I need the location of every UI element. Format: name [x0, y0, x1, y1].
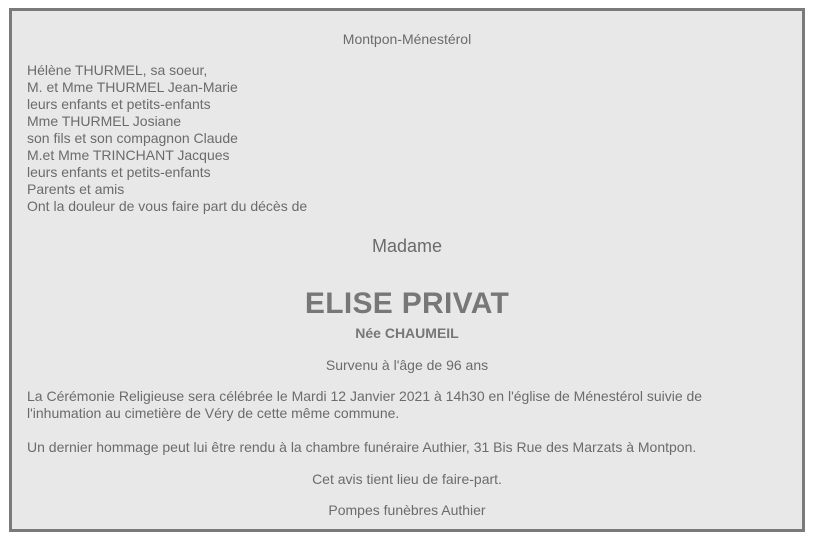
ceremony-text: La Cérémonie Religieuse sera célébrée le Mardi 12 Janvier 2021 à 14h30 en l'église de Ménestérol suivie de l'inhumation au cimetière de Véry de cette même commune.	[27, 388, 703, 421]
obituary-notice	[9, 8, 805, 532]
family-line: Hélène THURMEL, sa soeur,	[27, 62, 208, 78]
family-line: M.et Mme TRINCHANT Jacques	[27, 147, 230, 163]
tribute-text: Un dernier hommage peut lui être rendu à la chambre funéraire Authier, 31 Bis Rue des Marzats à Montpon.	[27, 439, 697, 455]
age-text: Survenu à l'âge de 96 ans	[325, 357, 489, 373]
funeral-home-signature: Pompes funèbres Authier	[328, 502, 486, 518]
family-line: leurs enfants et petits-enfants	[27, 96, 211, 112]
family-line: M. et Mme THURMEL Jean-Marie	[27, 79, 238, 95]
family-line: Ont la douleur de vous faire part du décès de	[27, 198, 308, 214]
family-line: Parents et amis	[27, 181, 125, 197]
honorific-title: Madame	[371, 236, 443, 256]
family-line: Mme THURMEL Josiane	[27, 113, 182, 129]
family-list	[27, 62, 307, 215]
faire-part-notice: Cet avis tient lieu de faire-part.	[312, 471, 502, 487]
family-line: leurs enfants et petits-enfants	[27, 164, 211, 180]
town-name: Montpon-Ménestérol	[342, 31, 472, 47]
family-line: son fils et son compagnon Claude	[27, 130, 238, 146]
deceased-name: ELISE PRIVAT	[304, 287, 510, 320]
maiden-name: Née CHAUMEIL	[355, 325, 459, 341]
